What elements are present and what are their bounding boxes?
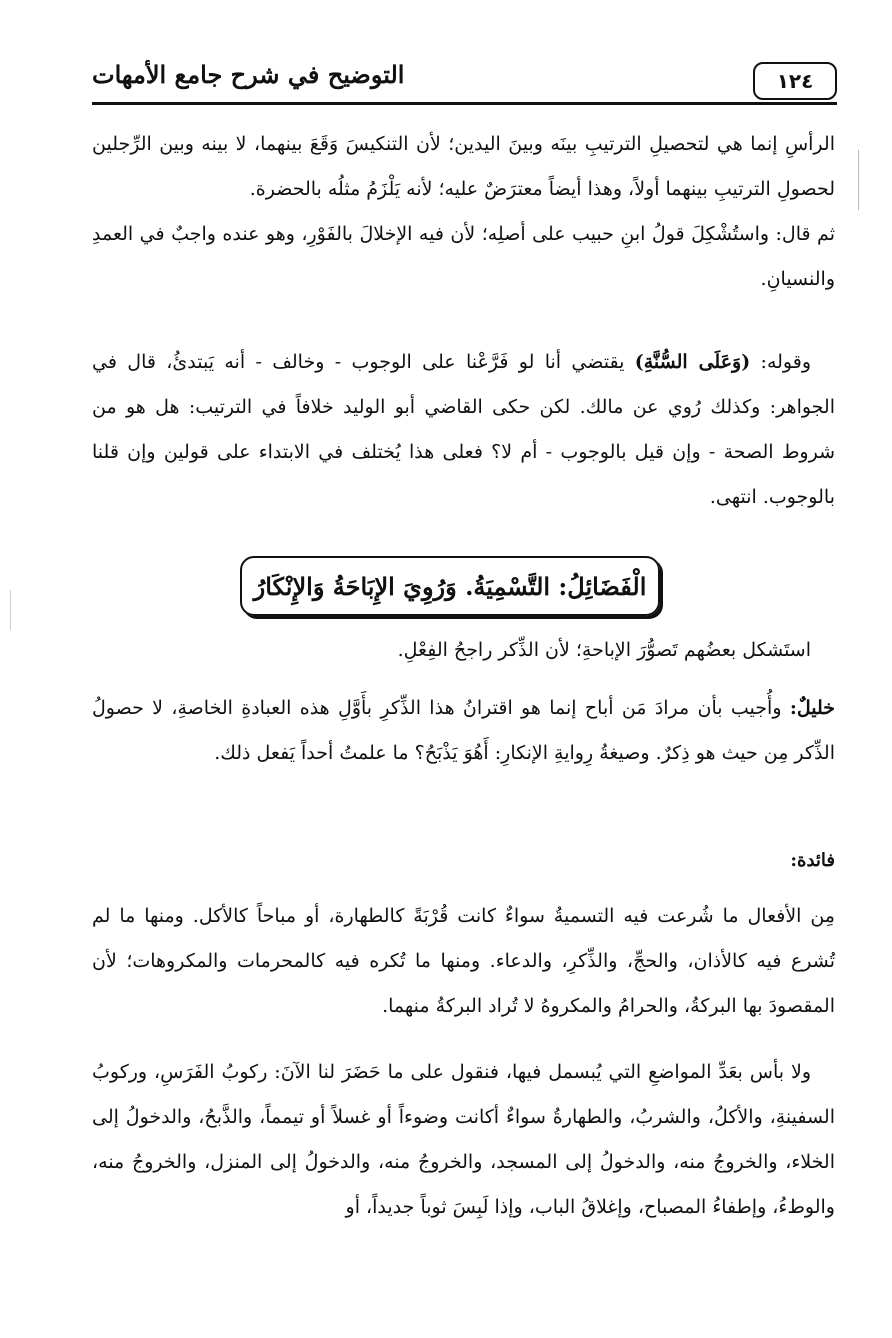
- paragraph-text: وأُجيب بأن مرادَ مَن أباح إنما هو اقترانُ هذا الذِّكرِ بأَوَّلِ هذه العبادةِ الخاصةِ، لا حصولُ الذِّكر مِن حيث هو ذِكرٌ. وصيغةُ رِوايةِ الإنكارِ: أَهُوَ يَذْبَحُ؟ ما علمتُ أحداً يَفعل ذلك.: [92, 697, 835, 764]
- section-title: الْفَضَائِلُ: التَّسْمِيَةُ. وَرُوِيَ الإِبَاحَةُ وَالإِنْكَارُ: [240, 556, 660, 616]
- paragraph: الرأسِ إنما هي لتحصيلِ الترتيبِ بينَه وبينَ اليدين؛ لأن التنكيسَ وَقَعَ بينهما، لا بينه وبين الرِّجلين لحصولِ الترتيبِ بينهما أولاً، وهذا أيضاً معترَضٌ عليه؛ لأنه يَلْزَمُ مثلُه بالحضرة.: [92, 133, 835, 200]
- paragraph: ثم قال: واستُشْكِلَ قولُ ابنِ حبيب على أصلِه؛ لأن فيه الإخلالَ بالفَوْرِ، وهو عنده واجبٌ في العمدِ والنسيانِ.: [92, 223, 835, 290]
- header-rule: [92, 102, 837, 105]
- paragraph-text: يقتضي أنا لو فَرَّعْنا على الوجوب - وخالف - أنه يَبتدئُ، قال في الجواهر: وكذلك رُوي عن مالك. لكن حكى القاضي أبو الوليد خلافاً في الترتيب: هل هو من شروط الصحة - وإن قيل بالوجوب - أم لا؟ فعلى هذا يُختلف في الابتداء على قولين وإن قلنا بالوجوب. انتهى.: [92, 351, 835, 508]
- page-number: ١٢٤: [753, 62, 837, 100]
- paragraph: ولا بأس بعَدِّ المواضعِ التي يُبسمل فيها، فنقول على ما حَضَرَ لنا الآنَ: ركوبُ الفَرَسِ، وركوبُ السفينةِ، والأكلُ، والشربُ، والطهارةُ سواءٌ أكانت وضوءاً أو غسلاً أو تيمماً، والذَّبحُ، والدخولُ إلى الخلاء، والخروجُ منه، والدخولُ إلى المسجد، والخروجُ منه، والدخولُ إلى المنزل، والخروجُ منه، والوطءُ، وإطفاءُ المصباح، وإغلاقُ الباب، وإذا لَبِسَ ثوباً جديداً، أو: [92, 1061, 835, 1218]
- text-block-3: [92, 628, 835, 673]
- speaker-label: خليلٌ:: [789, 697, 835, 719]
- text-block-2: [92, 340, 835, 520]
- paragraph: [92, 686, 835, 776]
- text-block-5: [92, 894, 835, 1029]
- paragraph: [92, 340, 835, 520]
- quoted-matn: (وَعَلَى السُّنَّةِ): [634, 351, 751, 373]
- paragraph-lead: وقوله:: [750, 351, 811, 373]
- text-block-4: [92, 686, 835, 776]
- scan-artifact: [858, 150, 859, 210]
- subheading: فائدة:: [790, 850, 835, 871]
- paragraph: مِن الأفعال ما شُرعت فيه التسميةُ سواءٌ كانت قُرْبَةً كالطهارة، أو مباحاً كالأكل. ومنها ما لم تُشرع فيه كالأذان، والحجِّ، والذِّكرِ، والدعاء. ومنها ما تُكره فيه كالمحرمات والمكروهات؛ لأن المقصودَ بها البركةُ، والحرامُ والمكروهُ لا تُراد البركةُ منهما.: [92, 905, 835, 1017]
- text-block-6: [92, 1050, 835, 1230]
- running-title: التوضيح في شرح جامع الأمهات: [92, 60, 405, 89]
- paragraph: استَشكل بعضُهم تَصوُّرَ الإباحةِ؛ لأن الذِّكر راجحُ الفِعْلِ.: [397, 639, 811, 661]
- page-header: [92, 56, 837, 100]
- text-block-1: [92, 122, 835, 302]
- scan-artifact: [10, 590, 11, 630]
